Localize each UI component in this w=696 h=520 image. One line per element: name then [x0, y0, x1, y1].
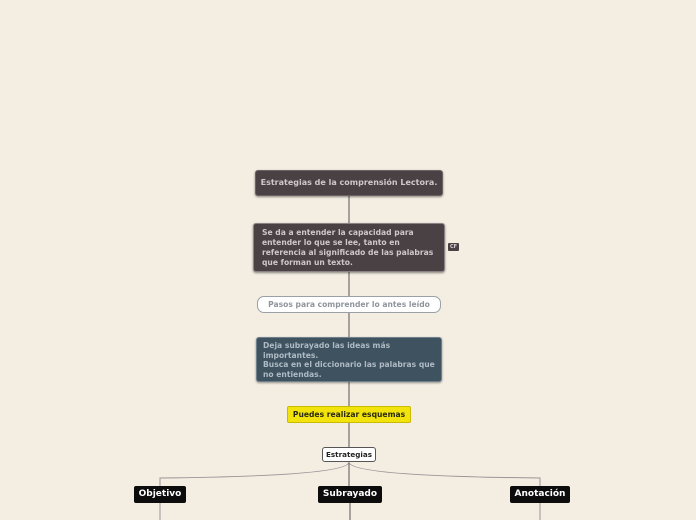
- branch-anotacion[interactable]: [510, 486, 570, 503]
- steps-node[interactable]: [257, 296, 441, 313]
- cf-badge-text: CF: [449, 244, 458, 250]
- branch-objetivo-text: Objetivo: [138, 489, 182, 499]
- steps-detail-text: Deja subrayado las ideas más importantes. Busca en el diccionario las palabras que no entiendas.: [263, 341, 435, 379]
- branch-subrayado-text: Subrayado: [322, 489, 378, 499]
- strategies-node[interactable]: [322, 447, 376, 462]
- definition-text: Se da a entender la capacidad para entender lo que se lee, tanto en referencia al significado de las palabras que forman un texto.: [262, 228, 434, 267]
- branch-subrayado[interactable]: [318, 486, 382, 503]
- link-strategies-objetivo: [160, 462, 349, 486]
- cf-badge-icon[interactable]: [448, 243, 459, 251]
- schemes-text: Puedes realizar esquemas: [292, 410, 406, 419]
- branch-objetivo[interactable]: [134, 486, 186, 503]
- branch-anotacion-text: Anotación: [514, 489, 566, 499]
- steps-detail-node[interactable]: [256, 337, 442, 382]
- link-strategies-anotacion: [349, 462, 540, 486]
- topic-title[interactable]: [255, 170, 443, 196]
- definition-node[interactable]: [253, 223, 445, 272]
- topic-title-text: Estrategias de la comprensión Lectora.: [260, 178, 438, 187]
- steps-text: Pasos para comprender lo antes leído: [268, 300, 430, 309]
- schemes-node[interactable]: [287, 406, 411, 423]
- strategies-text: Estrategias: [325, 450, 373, 459]
